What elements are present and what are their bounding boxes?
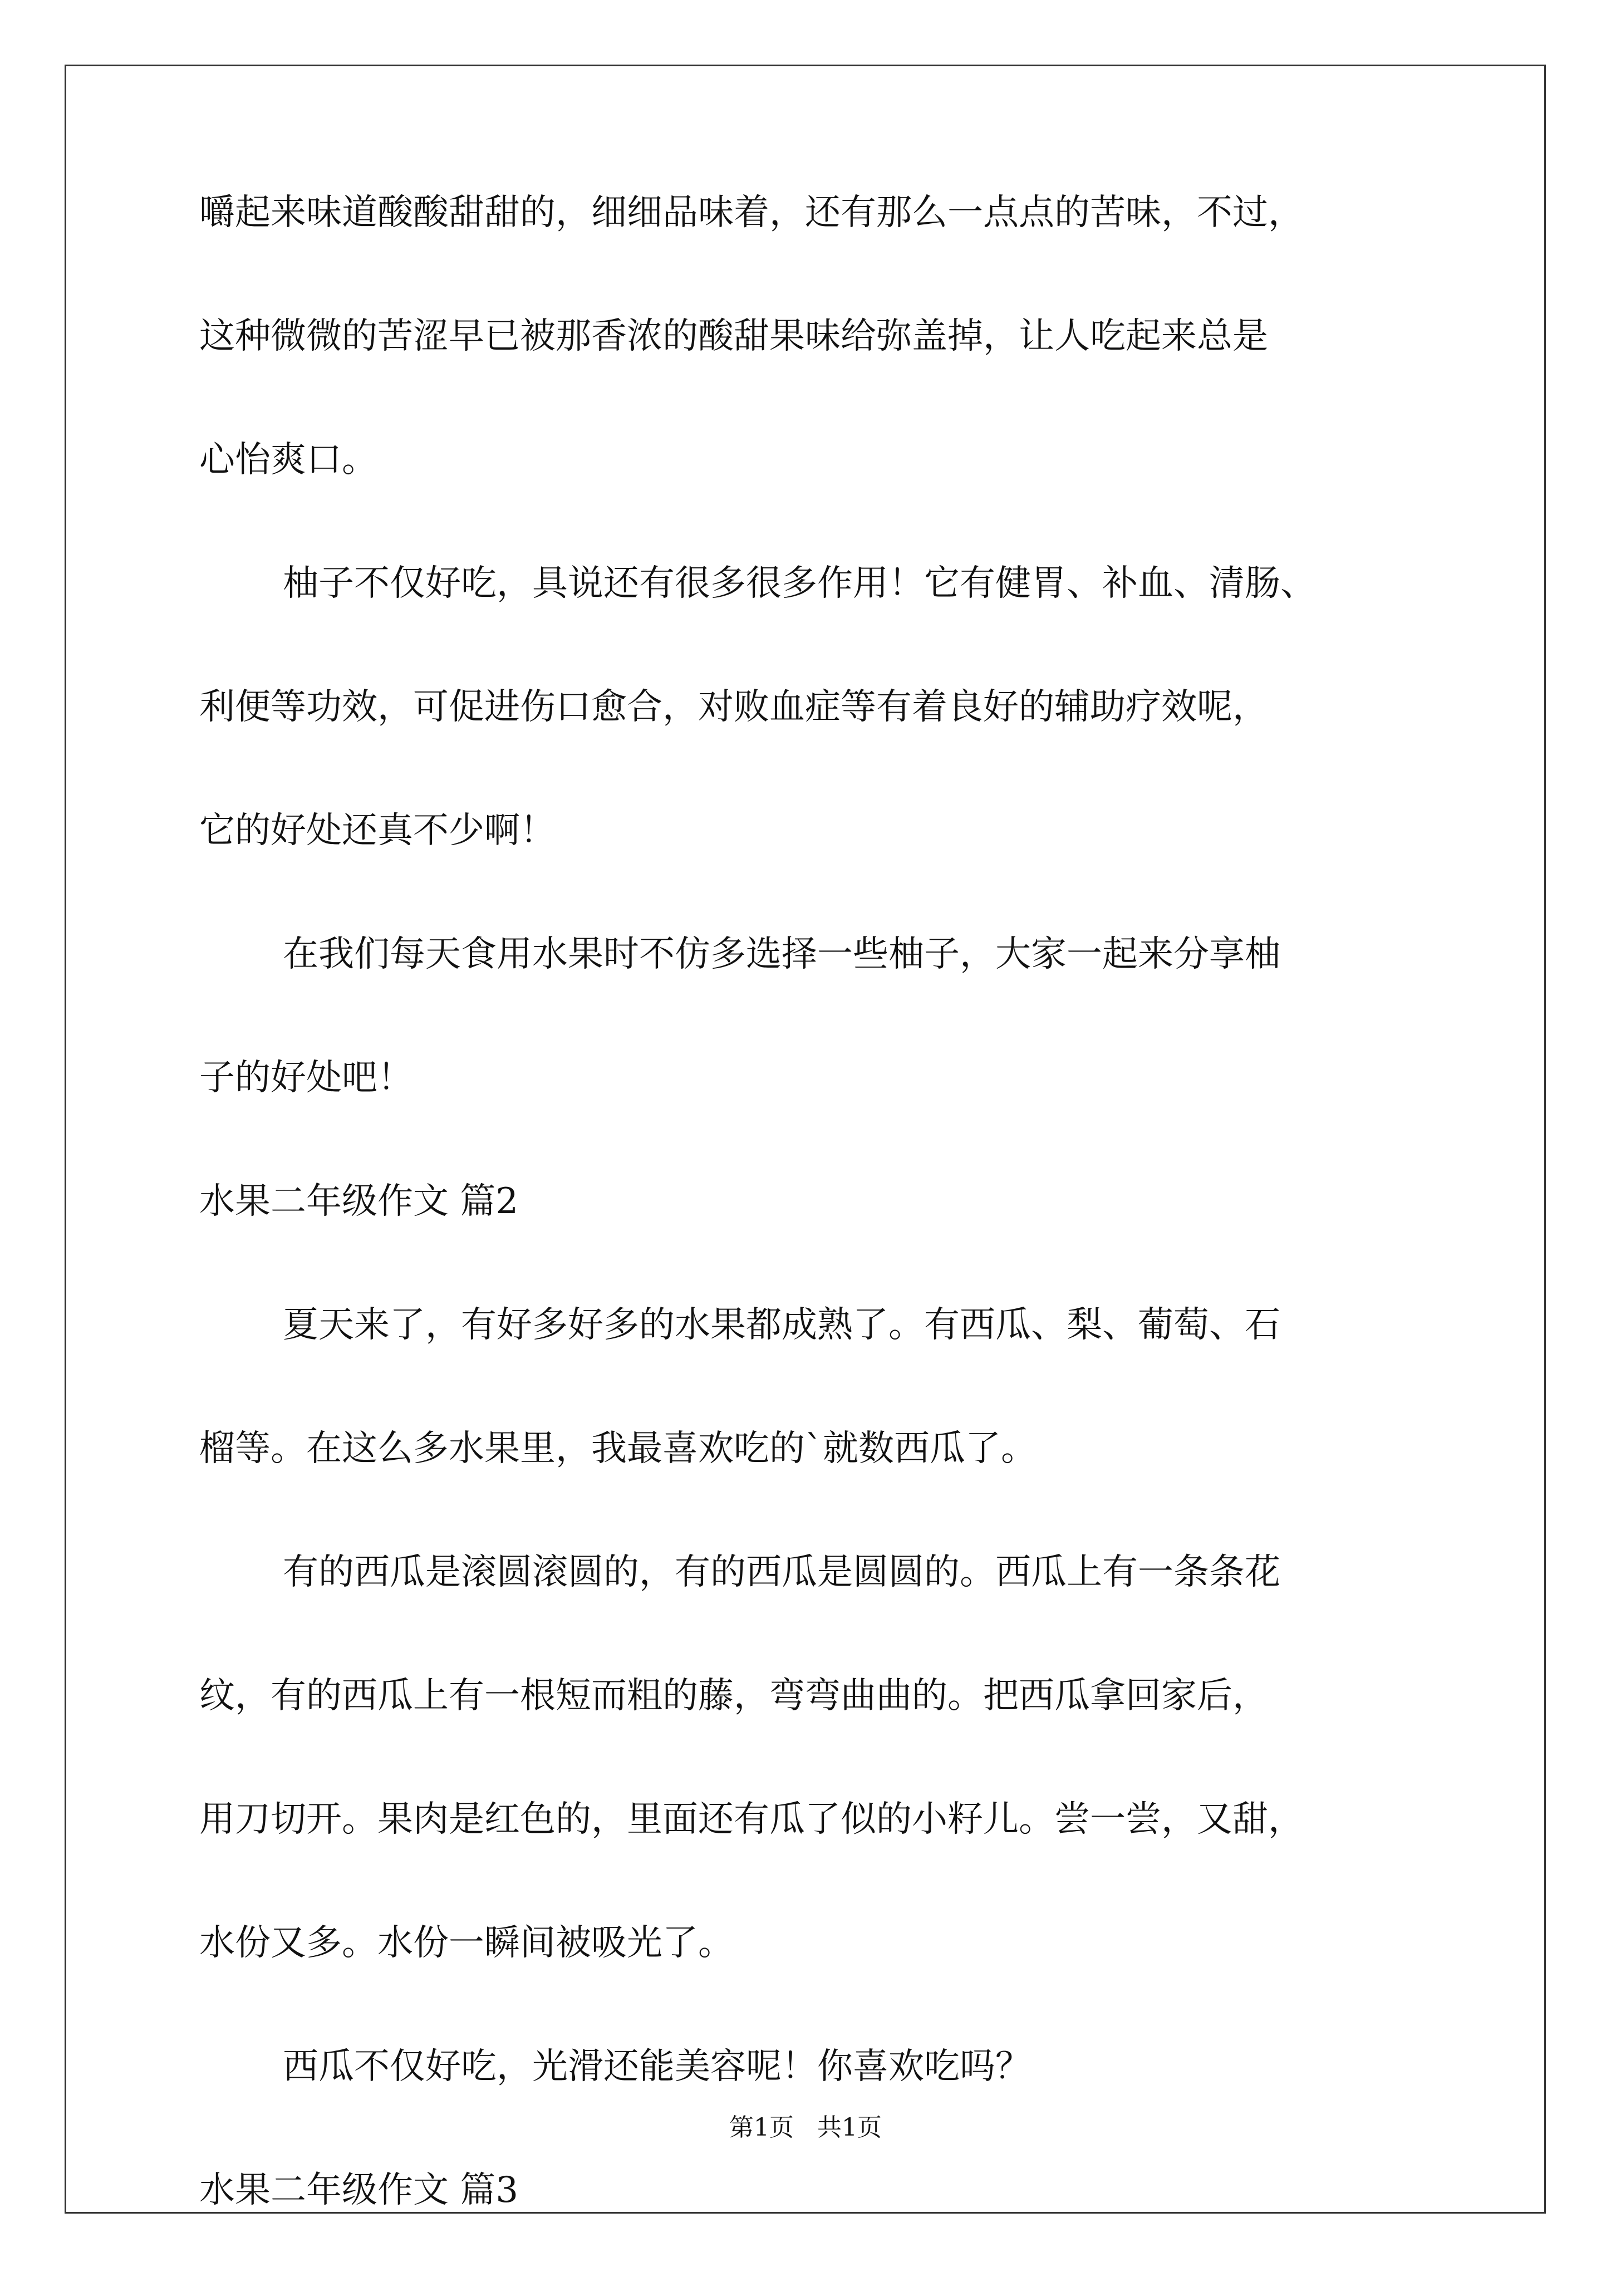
paragraph-line: 有的西瓜是滚圆滚圆的，有的西瓜是圆圆的。西瓜上有一条条花	[283, 1552, 1280, 1593]
paragraph-line: 夏天来了，有好多好多的水果都成熟了。有西瓜、梨、葡萄、石	[283, 1304, 1280, 1346]
paragraph-line: 这种微微的苦涩早已被那香浓的酸甜果味给弥盖掉，让人吃起来总是	[199, 316, 1268, 357]
paragraph-line: 在我们每天食用水果时不仿多选择一些柚子，大家一起来分享柚	[283, 934, 1280, 975]
paragraph-line: 嚼起来味道酸酸甜甜的，细细品味着，还有那么一点点的苦味，不过，	[199, 192, 1304, 233]
paragraph-line: 水份又多。水份一瞬间被吸光了。	[199, 1922, 734, 1964]
document-body	[199, 192, 1424, 2296]
paragraph-line: 它的好处还真不少啊！	[199, 810, 556, 851]
paragraph-line: 利便等功效，可促进伤口愈合，对败血症等有着良好的辅助疗效呢，	[199, 686, 1268, 728]
paragraph-line: 用刀切开。果肉是红色的，里面还有瓜了似的小籽儿。尝一尝，又甜，	[199, 1799, 1304, 1840]
paragraph-line: 柚子不仅好吃，具说还有很多很多作用！它有健胃、补血、清肠、	[283, 563, 1316, 604]
paragraph-line: 榴等。在这么多水果里，我最喜欢吃的`就数西瓜了。	[199, 1428, 1037, 1469]
paragraph-line: 西瓜不仅好吃，光滑还能美容呢！你喜欢吃吗？	[283, 2046, 1031, 2087]
page-footer: 第1页 共1页	[729, 2113, 882, 2142]
section-heading: 水果二年级作文 篇2	[199, 1181, 519, 1222]
paragraph-line: 心怡爽口。	[199, 439, 377, 480]
section-heading: 水果二年级作文 篇3	[199, 2170, 519, 2211]
paragraph-line: 子的好处吧！	[199, 1057, 413, 1098]
paragraph-line: 纹，有的西瓜上有一根短而粗的藤，弯弯曲曲的。把西瓜拿回家后，	[199, 1675, 1268, 1716]
